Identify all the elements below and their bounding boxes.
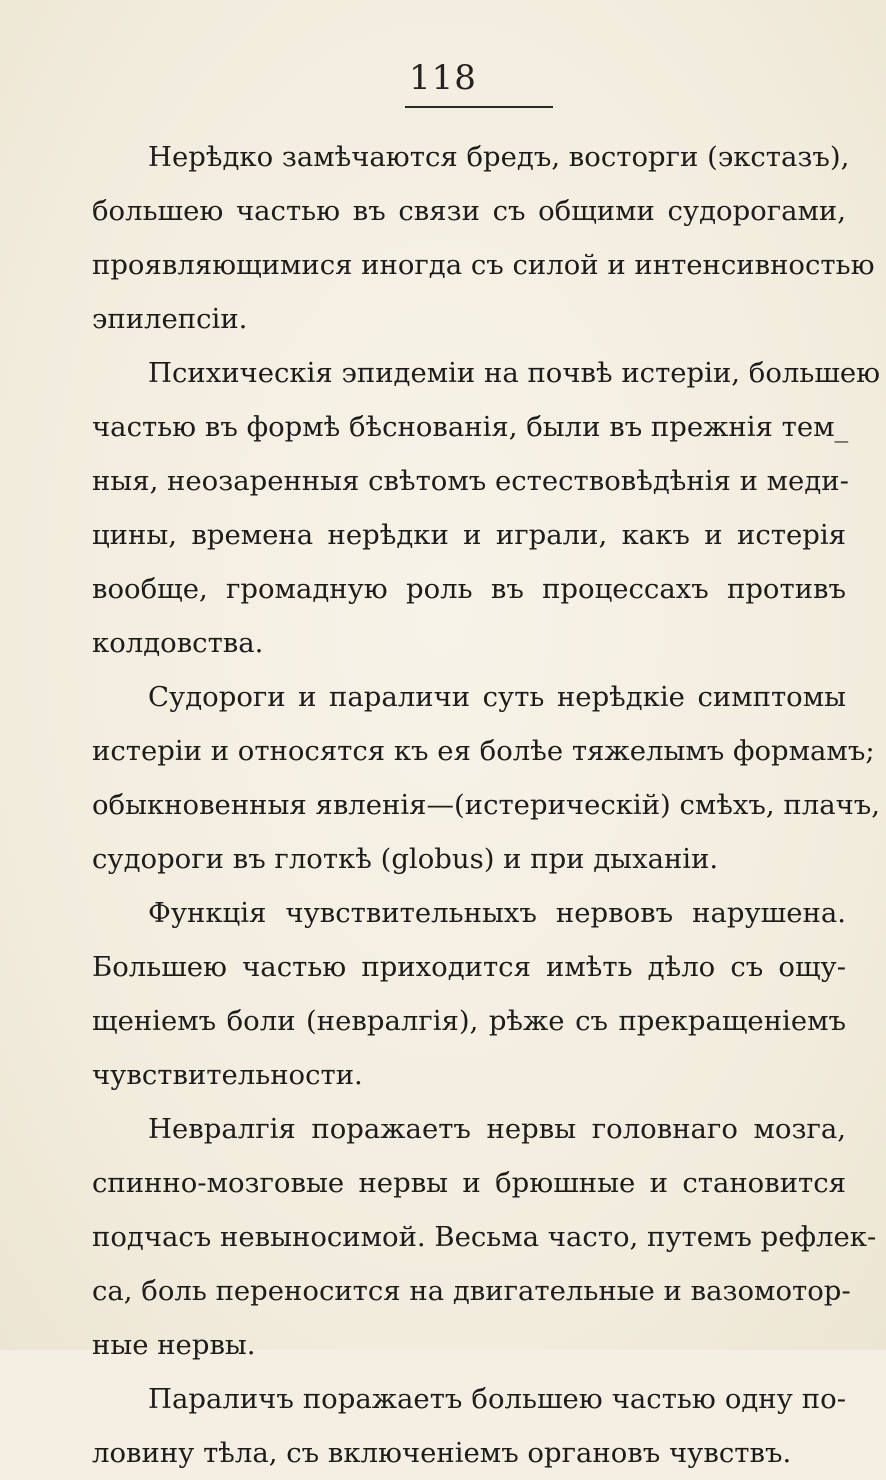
text-line: эпилепсiи. xyxy=(92,303,248,335)
text-line: ловину тѣла, съ включенiемъ органовъ чувствъ. xyxy=(92,1437,792,1469)
text-line: истерiи и относятся къ ея болѣе тяжелымъ формамъ; xyxy=(92,735,875,767)
text-line: Функцiя чувствительныхъ нервовъ нарушена. xyxy=(148,897,846,929)
text-line: Большею частью приходится имѣть дѣло съ ощу- xyxy=(92,951,846,983)
text-line: обыкновенныя явленiя—(истерическiй) смѣхъ, плачъ, xyxy=(92,789,881,821)
text-line: Нерѣдко замѣчаются бредъ, восторги (экстазъ), xyxy=(148,141,850,173)
paragraph xyxy=(92,886,846,1102)
text-line: ныя, неозаренныя свѣтомъ естествовѣдѣнiя и меди- xyxy=(92,465,849,497)
page-number: 118 xyxy=(409,58,477,98)
text-line: проявляющимися иногда съ силой и интенсивностью xyxy=(92,249,875,281)
body-text xyxy=(92,130,881,1480)
text-line: частью въ формѣ бѣснованiя, были въ прежнiя тем_ xyxy=(92,411,849,443)
paragraph xyxy=(92,1102,877,1372)
text-line: подчасъ невыносимой. Весьма часто, путемъ рефлек- xyxy=(92,1221,877,1253)
text-line: щенiемъ боли (невралгiя), рѣже съ прекращенiемъ xyxy=(92,1005,846,1037)
text-line: Судороги и параличи суть нерѣдкiе симптомы xyxy=(148,681,846,713)
header-rule xyxy=(405,106,553,108)
text-line: цины, времена нерѣдки и играли, какъ и истерiя xyxy=(92,519,846,551)
text-line: чувствительности. xyxy=(92,1059,363,1091)
text-line: колдовства. xyxy=(92,627,264,659)
text-line: вообще, громадную роль въ процессахъ противъ xyxy=(92,573,846,605)
text-line: Параличъ поражаетъ большею частью одну по- xyxy=(148,1383,846,1415)
text-line: са, боль переносится на двигательные и вазомотор- xyxy=(92,1275,851,1307)
paragraph xyxy=(92,346,881,670)
text-line: ные нервы. xyxy=(92,1329,256,1361)
text-line: большею частью въ связи съ общими судорогами, xyxy=(92,195,846,227)
text-line: судороги въ глоткѣ (globus) и при дыханiи. xyxy=(92,843,719,875)
paragraph xyxy=(92,670,881,886)
text-line: спинно-мозговые нервы и брюшные и становится xyxy=(92,1167,846,1199)
paragraph xyxy=(92,1372,846,1480)
paragraph xyxy=(92,130,875,346)
text-line: Невралгiя поражаетъ нервы головнаго мозга, xyxy=(148,1113,846,1145)
text-line: Психическiя эпидемiи на почвѣ истерiи, большею xyxy=(148,357,881,389)
